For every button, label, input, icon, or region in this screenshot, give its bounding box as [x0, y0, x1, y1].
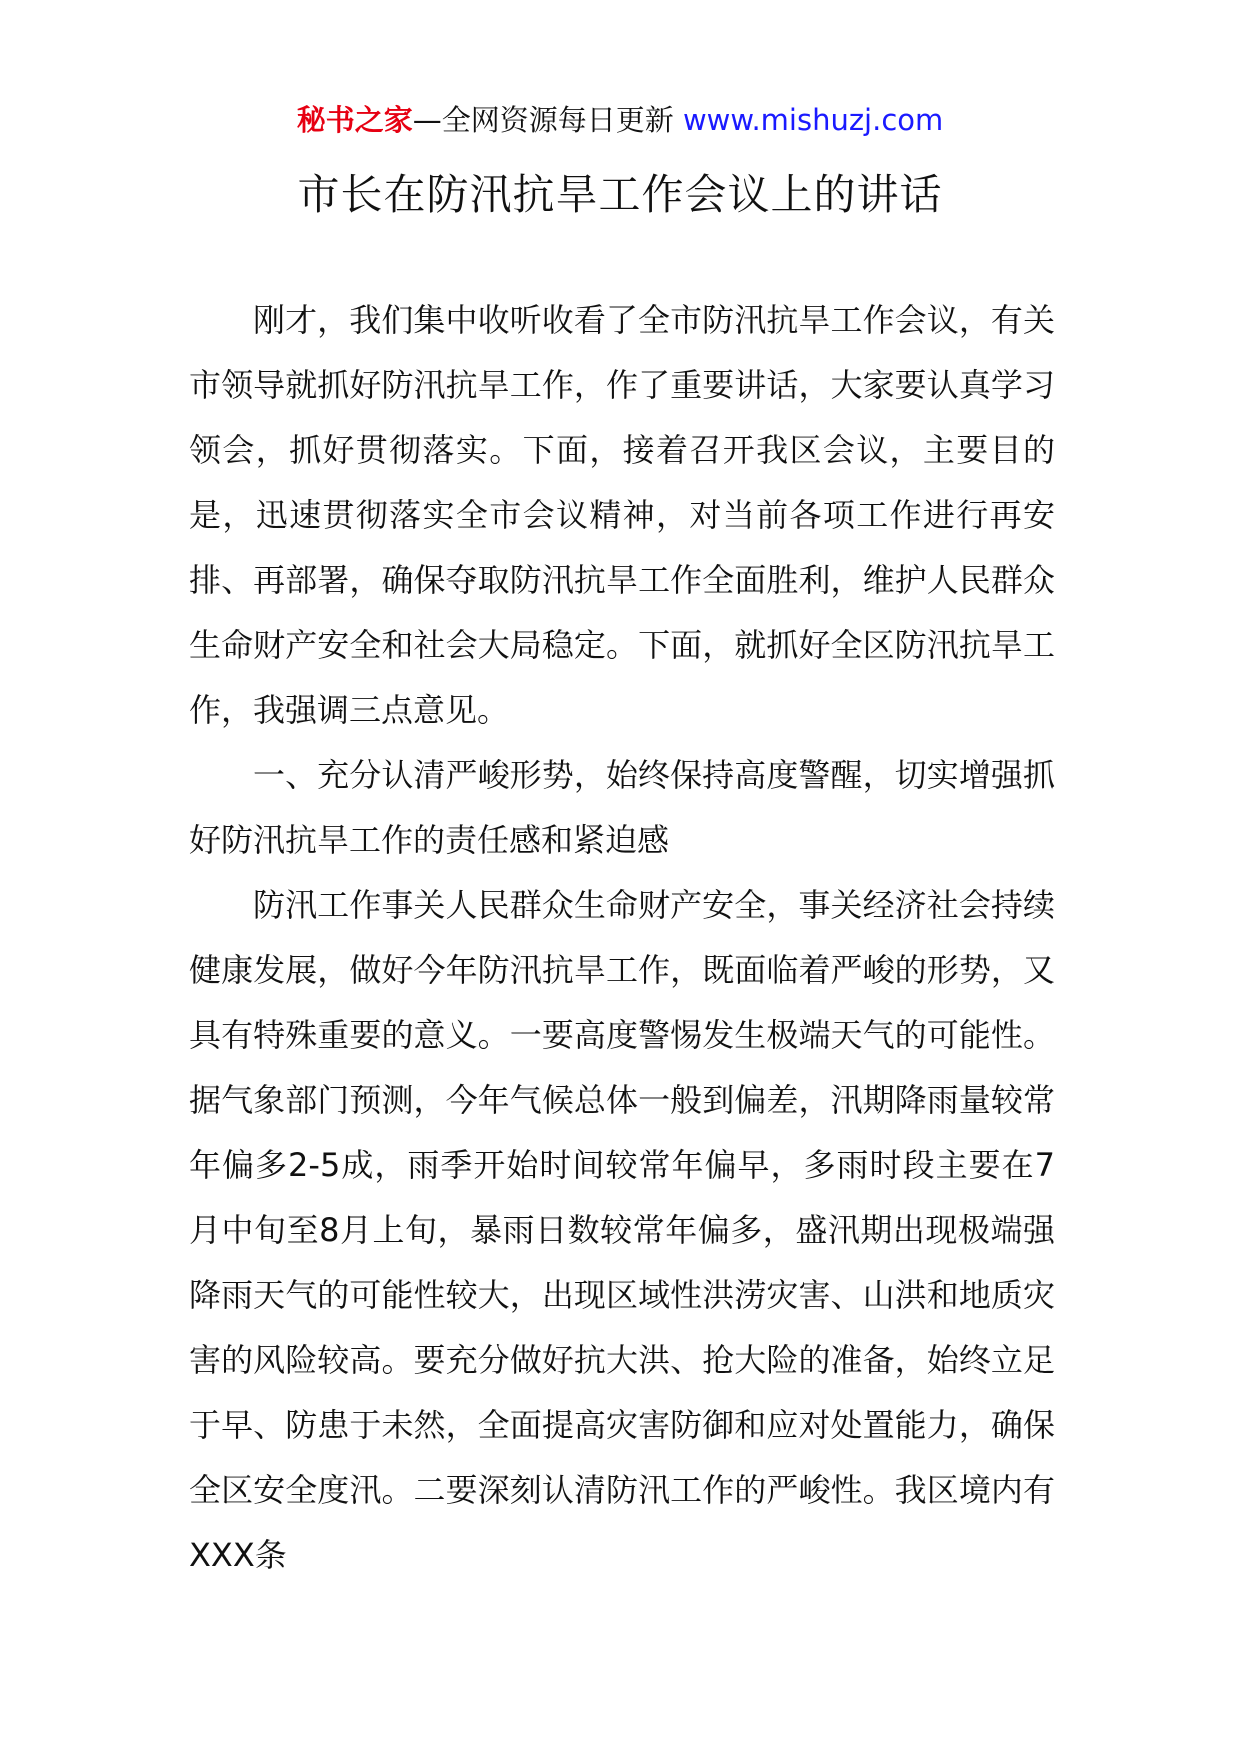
paragraph-intro: 刚才，我们集中收听收看了全市防汛抗旱工作会议，有关市领导就抓好防汛抗旱工作，作了重要讲话，大家要认真学习领会，抓好贯彻落实。下面，接着召开我区会议，主要目的是，迅速贯彻落实全市会议精神，对当前各项工作进行再安排、再部署，确保夺取防汛抗旱工作全面胜利，维护人民群众生命财产安全和社会大局稳定。下面，就抓好全区防汛抗旱工作，我强调三点意见。: [189, 301, 1055, 729]
header-tagline: —全网资源每日更新: [412, 103, 683, 137]
site-header: [0, 100, 1240, 140]
brand-name: 秘书之家: [296, 103, 413, 137]
site-url[interactable]: www.mishuzj.com: [682, 103, 944, 137]
section-heading-1: 一、充分认清严峻形势，始终保持高度警醒，切实增强抓好防汛抗旱工作的责任感和紧迫感: [189, 756, 1055, 859]
document-body: [189, 288, 1055, 1588]
paragraph-section-1: 防汛工作事关人民群众生命财产安全，事关经济社会持续健康发展，做好今年防汛抗旱工作，既面临着严峻的形势，又具有特殊重要的意义。一要高度警惕发生极端天气的可能性。据气象部门预测，今年气候总体一般到偏差，汛期降雨量较常年偏多2-5成，雨季开始时间较常年偏早，多雨时段主要在7月中旬至8月上旬，暴雨日数较常年偏多，盛汛期出现极端强降雨天气的可能性较大，出现区域性洪涝灾害、山洪和地质灾害的风险较高。要充分做好抗大洪、抢大险的准备，始终立足于早、防患于未然，全面提高灾害防御和应对处置能力，确保全区安全度汛。二要深刻认清防汛工作的严峻性。我区境内有XXX条: [189, 886, 1055, 1574]
document-title: 市长在防汛抗旱工作会议上的讲话: [297, 170, 943, 219]
